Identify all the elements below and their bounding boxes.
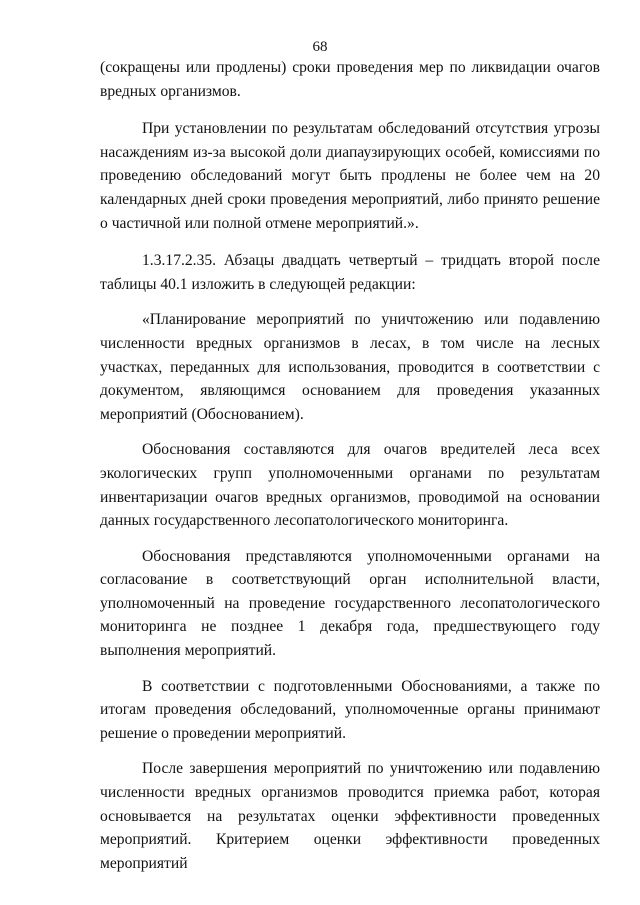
paragraph-amendment-clause: 1.3.17.2.35. Абзацы двадцать четвертый – тридцать второй после таблицы 40.1 изложить в следующей редакции: xyxy=(100,252,600,293)
paragraph-justifications-submitted: Обоснования представляются уполномоченными органами на согласование в соответствующий орган исполнительной власти, уполномоченный на проведение государственного лесопатологического мониторинга не позднее 1 декабря года, предшествующего году выполнения мероприятий. xyxy=(100,547,600,660)
paragraph-acceptance: После завершения мероприятий по уничтожению или подавлению численности вредных организмов проводится приемка работ, которая основывается на результатах оценки эффективности проведенных мероприятий. Критерием оценки эффективности проведенных мероприятий xyxy=(100,760,600,872)
paragraph-decision: В соответствии с подготовленными Обоснованиями, а также по итогам проведения обследований, уполномоченные органы принимают решение о проведении мероприятий. xyxy=(100,677,600,742)
document-body xyxy=(100,56,600,875)
page-number: 68 xyxy=(312,39,328,55)
paragraph-planning: «Планирование мероприятий по уничтожению или подавлению численности вредных организмов в лесах, в том числе на лесных участках, переданных для использования, проводится в соответствии с документом, являющимся основанием для проведения указанных мероприятий (Обоснованием). xyxy=(100,311,600,423)
paragraph-continuation: (сокращены или продлены) сроки проведения мер по ликвидации очагов вредных организмов. xyxy=(100,59,600,100)
paragraph-survey-extension: При установлении по результатам обследований отсутствия угрозы насаждениям из-за высокой доли диапаузирующих особей, комиссиями по проведению обследований могут быть продлены не более чем на 20 календарных дней сроки проведения мероприятий, либо принято решение о частичной или полной отмене мероприятий.». xyxy=(100,120,600,232)
paragraph-justifications-prepared: Обоснования составляются для очагов вредителей леса всех экологических групп уполномоченными органами по результатам инвентаризации очагов вредных организмов, проводимой на основании данных государственного лесопатологического мониторинга. xyxy=(100,441,600,530)
